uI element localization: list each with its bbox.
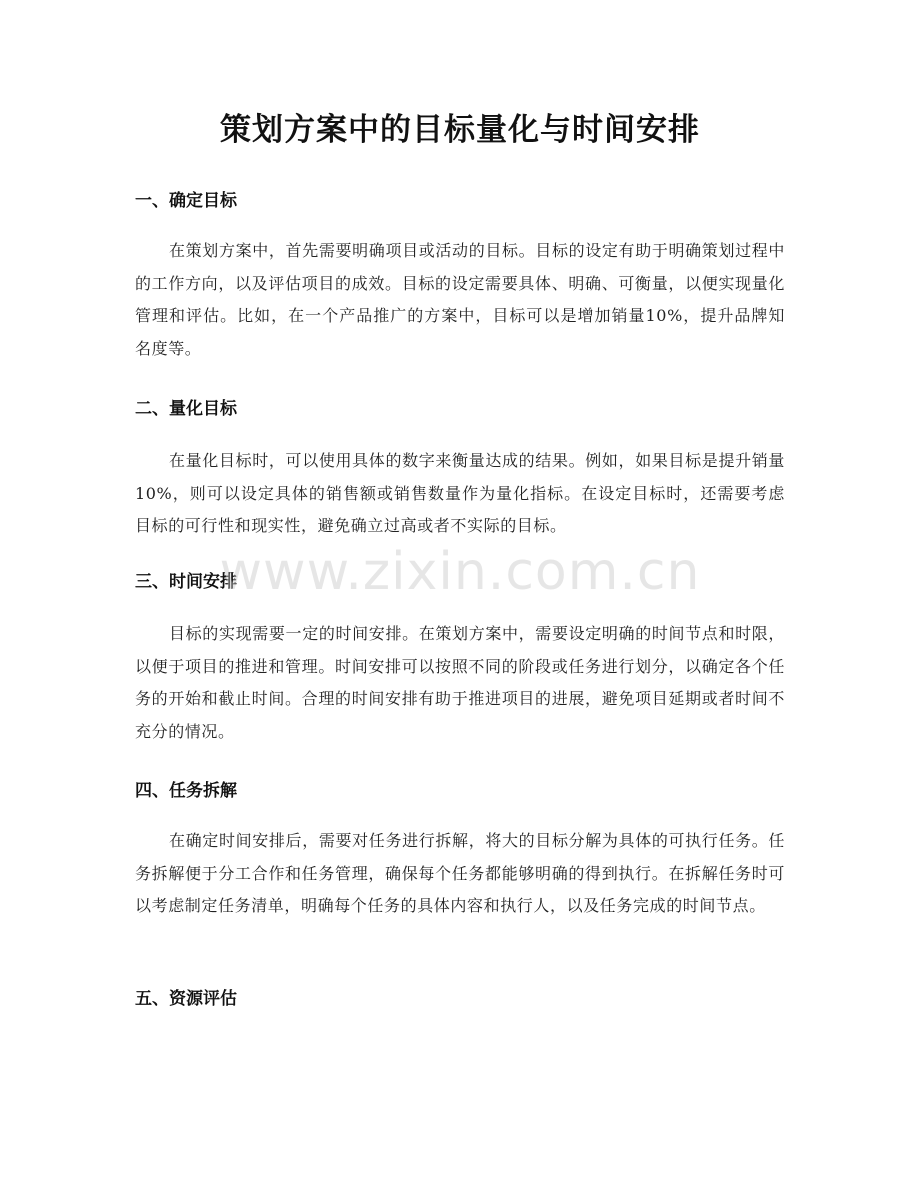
section-heading-2: 二、量化目标 — [135, 399, 237, 419]
section-heading-5: 五、资源评估 — [135, 989, 237, 1009]
section-paragraph-1: 在策划方案中，首先需要明确项目或活动的目标。目标的设定有助于明确策划过程中的工作方向，以及评估项目的成效。目标的设定需要具体、明确、可衡量，以便实现量化管理和评估。比如，在一个产品推广的方案中，目标可以是增加销量10%，提升品牌知名度等。 — [135, 241, 785, 358]
section-paragraph-2: 在量化目标时，可以使用具体的数字来衡量达成的结果。例如，如果目标是提升销量 10%，则可以设定具体的销售额或销售数量作为量化指标。在设定目标时，还需要考虑目标的可行性和现实性，避免确立过高或者不实际的目标。 — [135, 451, 785, 535]
section-heading-4: 四、任务拆解 — [135, 781, 237, 801]
section-paragraph-3: 目标的实现需要一定的时间安排。在策划方案中，需要设定明确的时间节点和时限，以便于项目的推进和管理。时间安排可以按照不同的阶段或任务进行划分，以确定各个任务的开始和截止时间。合理的时间安排有助于推进项目的进展，避免项目延期或者时间不充分的情况。 — [135, 624, 785, 741]
watermark: www.zixin.com.cn — [219, 542, 701, 602]
document-title: 策划方案中的目标量化与时间安排 — [220, 112, 700, 148]
section-heading-1: 一、确定目标 — [135, 191, 237, 211]
section-heading-3: 三、时间安排 — [135, 572, 237, 592]
section-paragraph-4: 在确定时间安排后，需要对任务进行拆解，将大的目标分解为具体的可执行任务。任务拆解便于分工合作和任务管理，确保每个任务都能够明确的得到执行。在拆解任务时可以考虑制定任务清单，明确每个任务的具体内容和执行人，以及任务完成的时间节点。 — [135, 831, 785, 915]
